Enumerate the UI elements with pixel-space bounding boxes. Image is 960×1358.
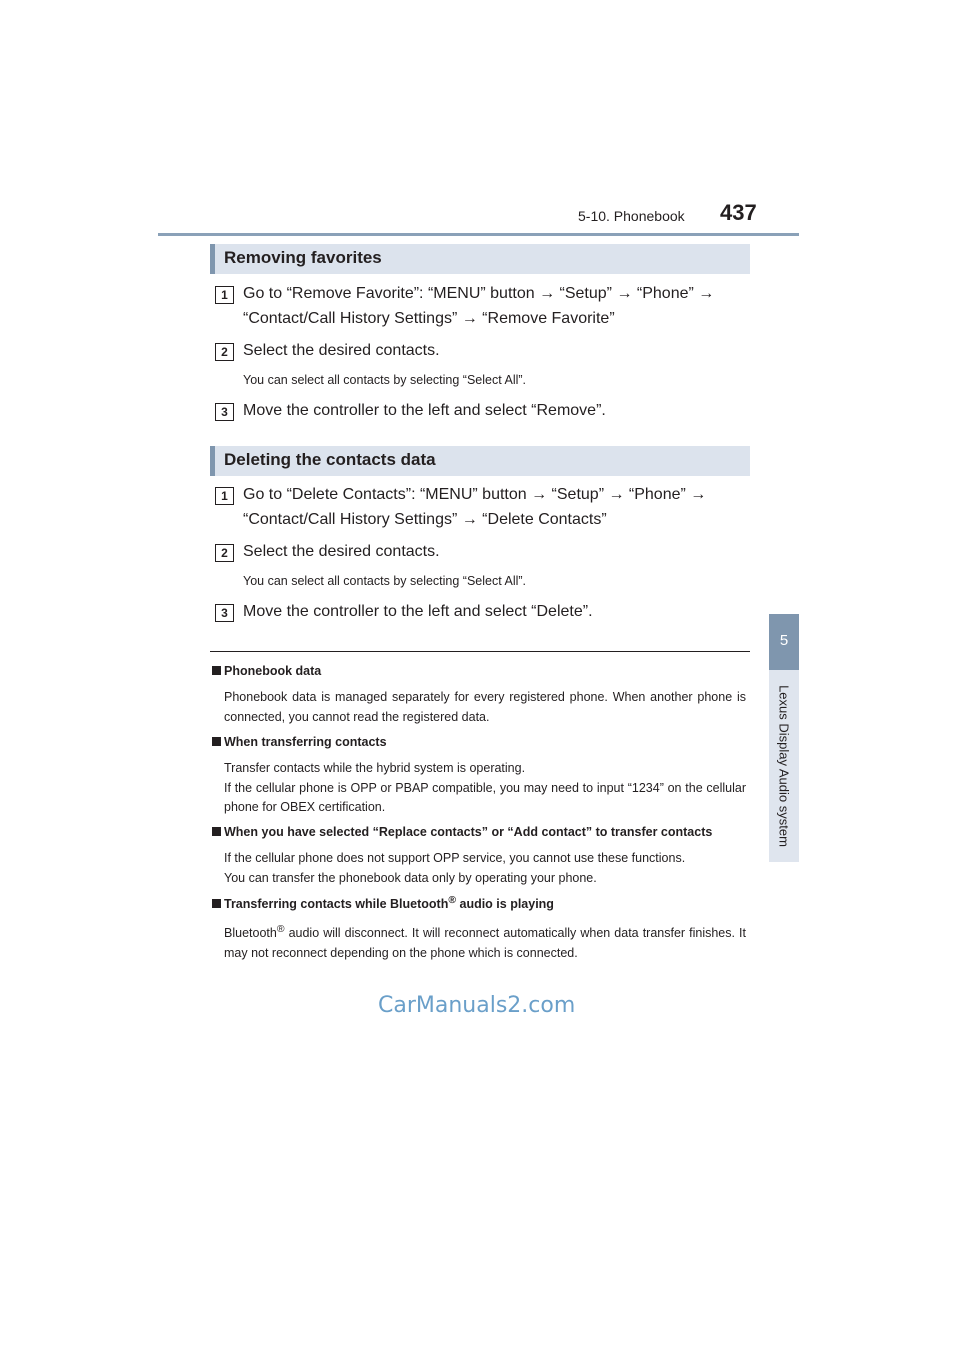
square-bullet-icon	[212, 666, 221, 675]
chapter-tab	[769, 614, 799, 670]
note-line: If the cellular phone does not support OPP service, you cannot use these functions.	[224, 851, 686, 865]
note-title: Transferring contacts while Bluetooth® audio is playing	[212, 895, 554, 911]
page-number: 437	[720, 200, 757, 225]
step-text	[243, 281, 753, 331]
step-number: 3	[215, 604, 234, 622]
step-line: “Contact/Call History Settings” → “Delete Contacts”	[243, 511, 607, 528]
square-bullet-icon	[212, 737, 221, 746]
section-title: 5-10. Phonebook	[578, 208, 685, 224]
registered-mark: ®	[448, 895, 457, 906]
square-bullet-icon	[212, 827, 221, 836]
note-title: When you have selected “Replace contacts” or “Add contact” to transfer contacts	[212, 825, 712, 839]
note-body	[224, 849, 746, 888]
note-title: Phonebook data	[212, 664, 321, 678]
watermark: CarManuals2.com	[378, 993, 576, 1018]
step-text: Select the desired contacts.	[243, 543, 440, 560]
registered-mark: ®	[276, 924, 285, 935]
step-number: 2	[215, 343, 234, 361]
step-text: Move the controller to the left and select “Delete”.	[243, 603, 593, 620]
step-text	[243, 482, 753, 532]
section-heading-text: Deleting the contacts data	[224, 450, 436, 469]
divider	[210, 651, 750, 652]
step-note: You can select all contacts by selecting “Select All”.	[243, 574, 527, 588]
step-number: 1	[215, 286, 234, 304]
section-heading-deleting-contacts	[210, 446, 750, 476]
step-text: Move the controller to the left and select “Remove”.	[243, 402, 606, 419]
section-heading-text: Removing favorites	[224, 248, 382, 267]
step-line: “Contact/Call History Settings” → “Remove Favorite”	[243, 310, 615, 327]
step-text: Select the desired contacts.	[243, 342, 440, 359]
step-number: 1	[215, 487, 234, 505]
square-bullet-icon	[212, 899, 221, 908]
step-line: Go to “Delete Contacts”: “MENU” button → “Setup” → “Phone” →	[243, 486, 707, 503]
note-body: Bluetooth® audio will disconnect. It will reconnect automatically when data transfer finishes. It may not reconnect depending on the phone which is connected.	[224, 924, 746, 960]
step-line: Go to “Remove Favorite”: “MENU” button → “Setup” → “Phone” →	[243, 285, 715, 302]
note-line: Transfer contacts while the hybrid system is operating.	[224, 761, 526, 775]
note-title: When transferring contacts	[212, 735, 387, 749]
header-rule	[158, 233, 799, 236]
chapter-number: 5	[779, 632, 789, 649]
step-number: 3	[215, 403, 234, 421]
note-body	[224, 759, 746, 818]
note-body	[224, 688, 746, 727]
note-line: Phonebook data is managed separately for every registered phone. When another phone is connected, you cannot read the registered data.	[224, 690, 746, 724]
note-line: If the cellular phone is OPP or PBAP compatible, you may need to input “1234” on the cellular phone for OBEX certification.	[224, 780, 746, 814]
note-line: You can transfer the phonebook data only by operating your phone.	[224, 870, 597, 885]
section-heading-removing-favorites	[210, 244, 750, 274]
step-note: You can select all contacts by selecting “Select All”.	[243, 373, 527, 387]
chapter-label: Lexus Display Audio system	[776, 685, 792, 847]
step-number: 2	[215, 544, 234, 562]
